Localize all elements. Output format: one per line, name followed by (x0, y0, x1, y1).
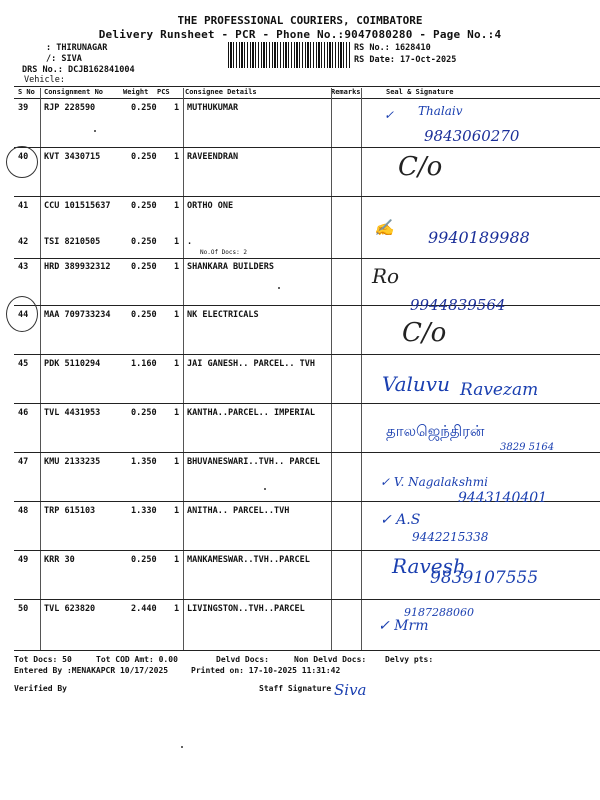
branch-name: : THIRUNAGAR (46, 43, 108, 53)
pen-circle-mark (6, 296, 38, 332)
drs-number: DRS No.: DCJB162841004 (22, 65, 135, 75)
cell-consignment: RJP 228590 (44, 103, 96, 113)
cell-consignee: . (187, 237, 193, 247)
handwritten-signature: Ravezam (460, 380, 539, 400)
cell-sno: 46 (18, 408, 29, 418)
row-rule (14, 258, 600, 259)
cell-weight: 1.330 (131, 506, 157, 516)
handwritten-signature: தாலஜெந்திரன் (386, 422, 485, 440)
barcode (228, 42, 350, 68)
col-rule (40, 88, 41, 650)
scan-speck (278, 287, 280, 289)
cell-consignee: JAI GANESH.. PARCEL.. TVH (187, 359, 315, 369)
cell-consignee: BHUVANESWARI..TVH.. PARCEL (187, 457, 321, 467)
handwritten-signature: Ro (372, 264, 400, 288)
row-rule (14, 599, 600, 600)
cell-consignment: CCU 101515637 (44, 201, 111, 211)
cell-weight: 0.250 (131, 103, 157, 113)
cell-consignment: TRP 615103 (44, 506, 96, 516)
pen-circle-mark (6, 146, 38, 178)
row-rule (14, 147, 600, 148)
handwritten-phone: 9843060270 (424, 127, 520, 145)
rs-date: RS Date: 17-Oct-2025 (354, 55, 457, 65)
cell-consignment: TSI 8210505 (44, 237, 101, 247)
cell-pcs: 1 (174, 604, 180, 614)
printed-on: Printed on: 17-10-2025 11:31:42 (191, 666, 341, 675)
cell-weight: 0.250 (131, 555, 157, 565)
table-bottom-rule (14, 650, 600, 651)
handwritten-signature: C/o (402, 318, 447, 348)
handwritten-phone: 9442215338 (412, 530, 489, 544)
cell-consignment: KMU 2133235 (44, 457, 101, 467)
cell-consignment: HRD 389932312 (44, 262, 111, 272)
cell-consignee: MUTHUKUMAR (187, 103, 239, 113)
cell-consignee: NK ELECTRICALS (187, 310, 259, 320)
cell-pcs: 1 (174, 457, 180, 467)
handwritten-signature: ✓ A.S (380, 512, 421, 528)
non-delivered-docs: Non Delvd Docs: (294, 655, 367, 664)
handwritten-phone: 9839107555 (430, 568, 539, 588)
cell-pcs: 1 (174, 201, 180, 211)
row-rule (14, 305, 600, 306)
total-cod-amount: Tot COD Amt: 0.00 (96, 655, 178, 664)
col-consignee: Consignee Details (185, 88, 257, 96)
cell-sno: 43 (18, 262, 29, 272)
cell-consignee: RAVEENDRAN (187, 152, 239, 162)
col-sno: S No (18, 88, 35, 96)
cell-sno: 47 (18, 457, 29, 467)
handwritten-signature: Valuvu (382, 372, 450, 396)
cell-sno: 41 (18, 201, 29, 211)
handwritten-signature: ✓ Mrm (378, 618, 429, 634)
scan-speck (94, 130, 96, 132)
col-pcs: PCS (157, 88, 170, 96)
cell-consignee: SHANKARA BUILDERS (187, 262, 274, 272)
col-signature: Seal & Signature (386, 88, 454, 96)
cell-consignment: PDK 5110294 (44, 359, 101, 369)
cell-consignment: KRR 30 (44, 555, 75, 565)
col-rule (331, 88, 332, 650)
delivery-points: Delvy pts: (385, 655, 434, 664)
entered-by: Entered By :MENAKAPCR 10/17/2025 (14, 666, 169, 675)
cell-pcs: 1 (174, 408, 180, 418)
col-weight: Weight (123, 88, 149, 96)
cell-consignee: ANITHA.. PARCEL..TVH (187, 506, 290, 516)
cell-pcs: 1 (174, 262, 180, 272)
scan-speck (264, 488, 266, 490)
vehicle-label: Vehicle: (24, 75, 65, 85)
cell-pcs: 1 (174, 555, 180, 565)
cell-sno: 39 (18, 103, 29, 113)
cell-weight: 0.250 (131, 237, 157, 247)
handwritten-phone: 9187288060 (404, 606, 474, 619)
runsheet-title: Delivery Runsheet - PCR - Phone No.:9047080280 - Page No.:4 (98, 28, 502, 41)
cell-pcs: 1 (174, 103, 180, 113)
cell-consignee: LIVINGSTON..TVH..PARCEL (187, 604, 305, 614)
row-rule (14, 354, 600, 355)
staff-signature: Siva (334, 681, 367, 699)
cell-consignment: TVL 623820 (44, 604, 96, 614)
handwritten-signature: ✓ V. Nagalakshmi (380, 475, 488, 489)
cell-weight: 0.250 (131, 262, 157, 272)
cell-weight: 0.250 (131, 201, 157, 211)
cell-consignment: KVT 3430715 (44, 152, 101, 162)
col-consignment: Consignment No (44, 88, 104, 96)
cell-weight: 0.250 (131, 152, 157, 162)
cell-weight: 1.350 (131, 457, 157, 467)
cell-sno: 48 (18, 506, 29, 516)
cell-pcs: 1 (174, 506, 180, 516)
rs-number: RS No.: 1628410 (354, 43, 431, 53)
cell-weight: 2.440 (131, 604, 157, 614)
handwritten-phone: 3829 5164 (500, 442, 555, 453)
company-name: THE PROFESSIONAL COURIERS, COIMBATORE (177, 14, 423, 27)
handwritten-phone: 9443140401 (458, 490, 548, 506)
cell-sno: 50 (18, 604, 29, 614)
handwritten-signature: ✍ (374, 218, 394, 237)
row-rule (14, 196, 600, 197)
cell-consignment: TVL 4431953 (44, 408, 101, 418)
col-rule (183, 88, 184, 650)
cell-weight: 1.160 (131, 359, 157, 369)
scan-speck (181, 746, 183, 748)
cell-weight: 0.250 (131, 408, 157, 418)
cell-pcs: 1 (174, 152, 180, 162)
cell-sno: 42 (18, 237, 29, 247)
total-docs: Tot Docs: 50 (14, 655, 72, 664)
cell-consignee: KANTHA..PARCEL.. IMPERIAL (187, 408, 315, 418)
col-remarks: Remarks (331, 88, 361, 96)
staff-signature-label: Staff Signature (259, 684, 332, 693)
handwritten-signature: ✓ (384, 108, 395, 122)
cell-weight: 0.250 (131, 310, 157, 320)
handwritten-phone: 9944839564 (410, 296, 506, 314)
handwritten-signature: Thalaiv (418, 104, 463, 118)
cell-pcs: 1 (174, 237, 180, 247)
cell-consignee: MANKAMESWAR..TVH..PARCEL (187, 555, 310, 565)
delivered-docs: Delvd Docs: (216, 655, 269, 664)
staff-name: /: SIVA (46, 54, 82, 64)
handwritten-signature: C/o (398, 152, 443, 182)
handwritten-signature: Ravesh (392, 554, 466, 578)
cell-sno: 40 (18, 152, 29, 162)
row-rule (14, 403, 600, 404)
cell-sno: 44 (18, 310, 29, 320)
cell-sno: 45 (18, 359, 29, 369)
verified-by: Verified By (14, 684, 67, 693)
header-divider (14, 98, 600, 99)
col-rule (361, 88, 362, 650)
docs-count-note: No.Of Docs: 2 (200, 249, 247, 256)
cell-pcs: 1 (174, 359, 180, 369)
cell-pcs: 1 (174, 310, 180, 320)
cell-consignee: ORTHO ONE (187, 201, 234, 211)
row-rule (14, 550, 600, 551)
cell-consignment: MAA 709733234 (44, 310, 111, 320)
cell-sno: 49 (18, 555, 29, 565)
handwritten-phone: 9940189988 (428, 228, 530, 247)
